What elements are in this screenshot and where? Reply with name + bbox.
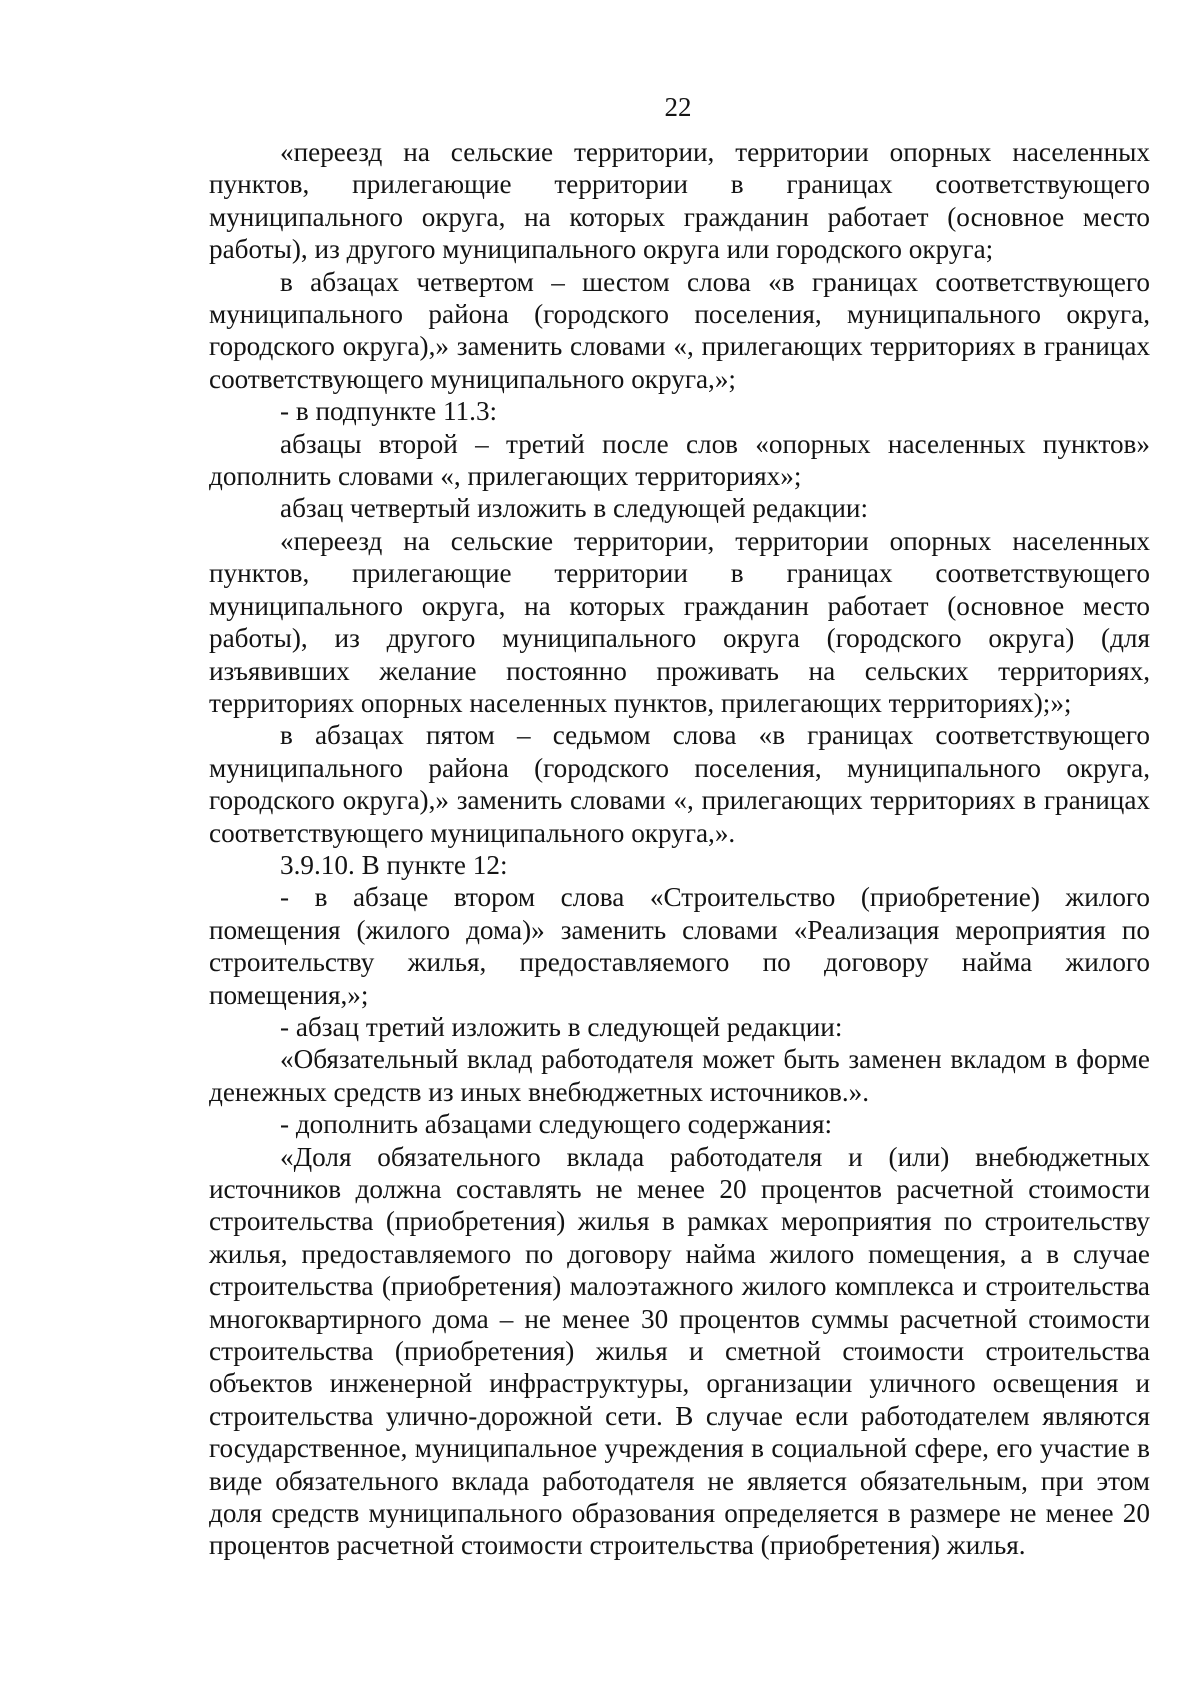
- paragraph: 3.9.10. В пункте 12:: [280, 849, 508, 880]
- paragraph: «переезд на сельские территории, территории опорных населенных пунктов, прилегающие территории в границах соответствующего муниципального округа, на которых гражданин работает (основное место работы), из другого муниципального округа или городского округа;: [209, 137, 1150, 265]
- paragraph: в абзацах пятом – седьмом слова «в границах соответствующего муниципального района (городского поселения, муниципального округа, городского округа),» заменить словами «, прилегающих территориях в границах соответствующего муниципального округа,».: [209, 720, 1150, 848]
- document-body: [209, 136, 1150, 1562]
- paragraph: - в абзаце втором слова «Строительство (приобретение) жилого помещения (жилого дома)» заменить словами «Реализация мероприятия по строительству жилья, предоставляемого по договору найма жилого помещения,»;: [209, 882, 1150, 1010]
- paragraph: - в подпункте 11.3:: [280, 396, 498, 427]
- paragraph: в абзацах четвертом – шестом слова «в границах соответствующего муниципального района (городского поселения, муниципального округа, городского округа),» заменить словами «, прилегающих территориях в границах соответствующего муниципального округа,»;: [209, 266, 1150, 394]
- paragraph: абзацы второй – третий после слов «опорных населенных пунктов» дополнить словами «, прилегающих территориях»;: [209, 428, 1150, 492]
- page-number: 22: [664, 92, 692, 122]
- paragraph: «Доля обязательного вклада работодателя и (или) внебюджетных источников должна составлять не менее 20 процентов расчетной стоимости строительства (приобретения) жилья в рамках мероприятия по строительству жилья, предоставляемого по договору найма жилого помещения, а в случае строительства (приобретения) малоэтажного жилого комплекса и строительства многоквартирного дома – не менее 30 процентов суммы расчетной стоимости строительства (приобретения) жилья и сметной стоимости строительства объектов инженерной инфраструктуры, организации уличного освещения и строительства улично-дорожной сети. В случае если работодателем являются государственное, муниципальное учреждения в социальной сфере, его участие в виде обязательного вклада работодателя не является обязательным, при этом доля средств муниципального образования определяется в размере не менее 20 процентов расчетной стоимости строительства (приобретения) жилья.: [209, 1141, 1150, 1561]
- paragraph: - абзац третий изложить в следующей редакции:: [280, 1011, 843, 1042]
- paragraph: - дополнить абзацами следующего содержания:: [280, 1109, 833, 1140]
- paragraph: абзац четвертый изложить в следующей редакции:: [280, 493, 869, 524]
- paragraph: «Обязательный вклад работодателя может быть заменен вкладом в форме денежных средств из иных внебюджетных источников.».: [209, 1044, 1150, 1107]
- paragraph: «переезд на сельские территории, территории опорных населенных пунктов, прилегающие территории в границах соответствующего муниципального округа, на которых гражданин работает (основное место работы), из другого муниципального округа (городского округа) (для изъявивших желание постоянно проживать на сельских территориях, территориях опорных населенных пунктов, прилегающих территориях);»;: [209, 525, 1150, 718]
